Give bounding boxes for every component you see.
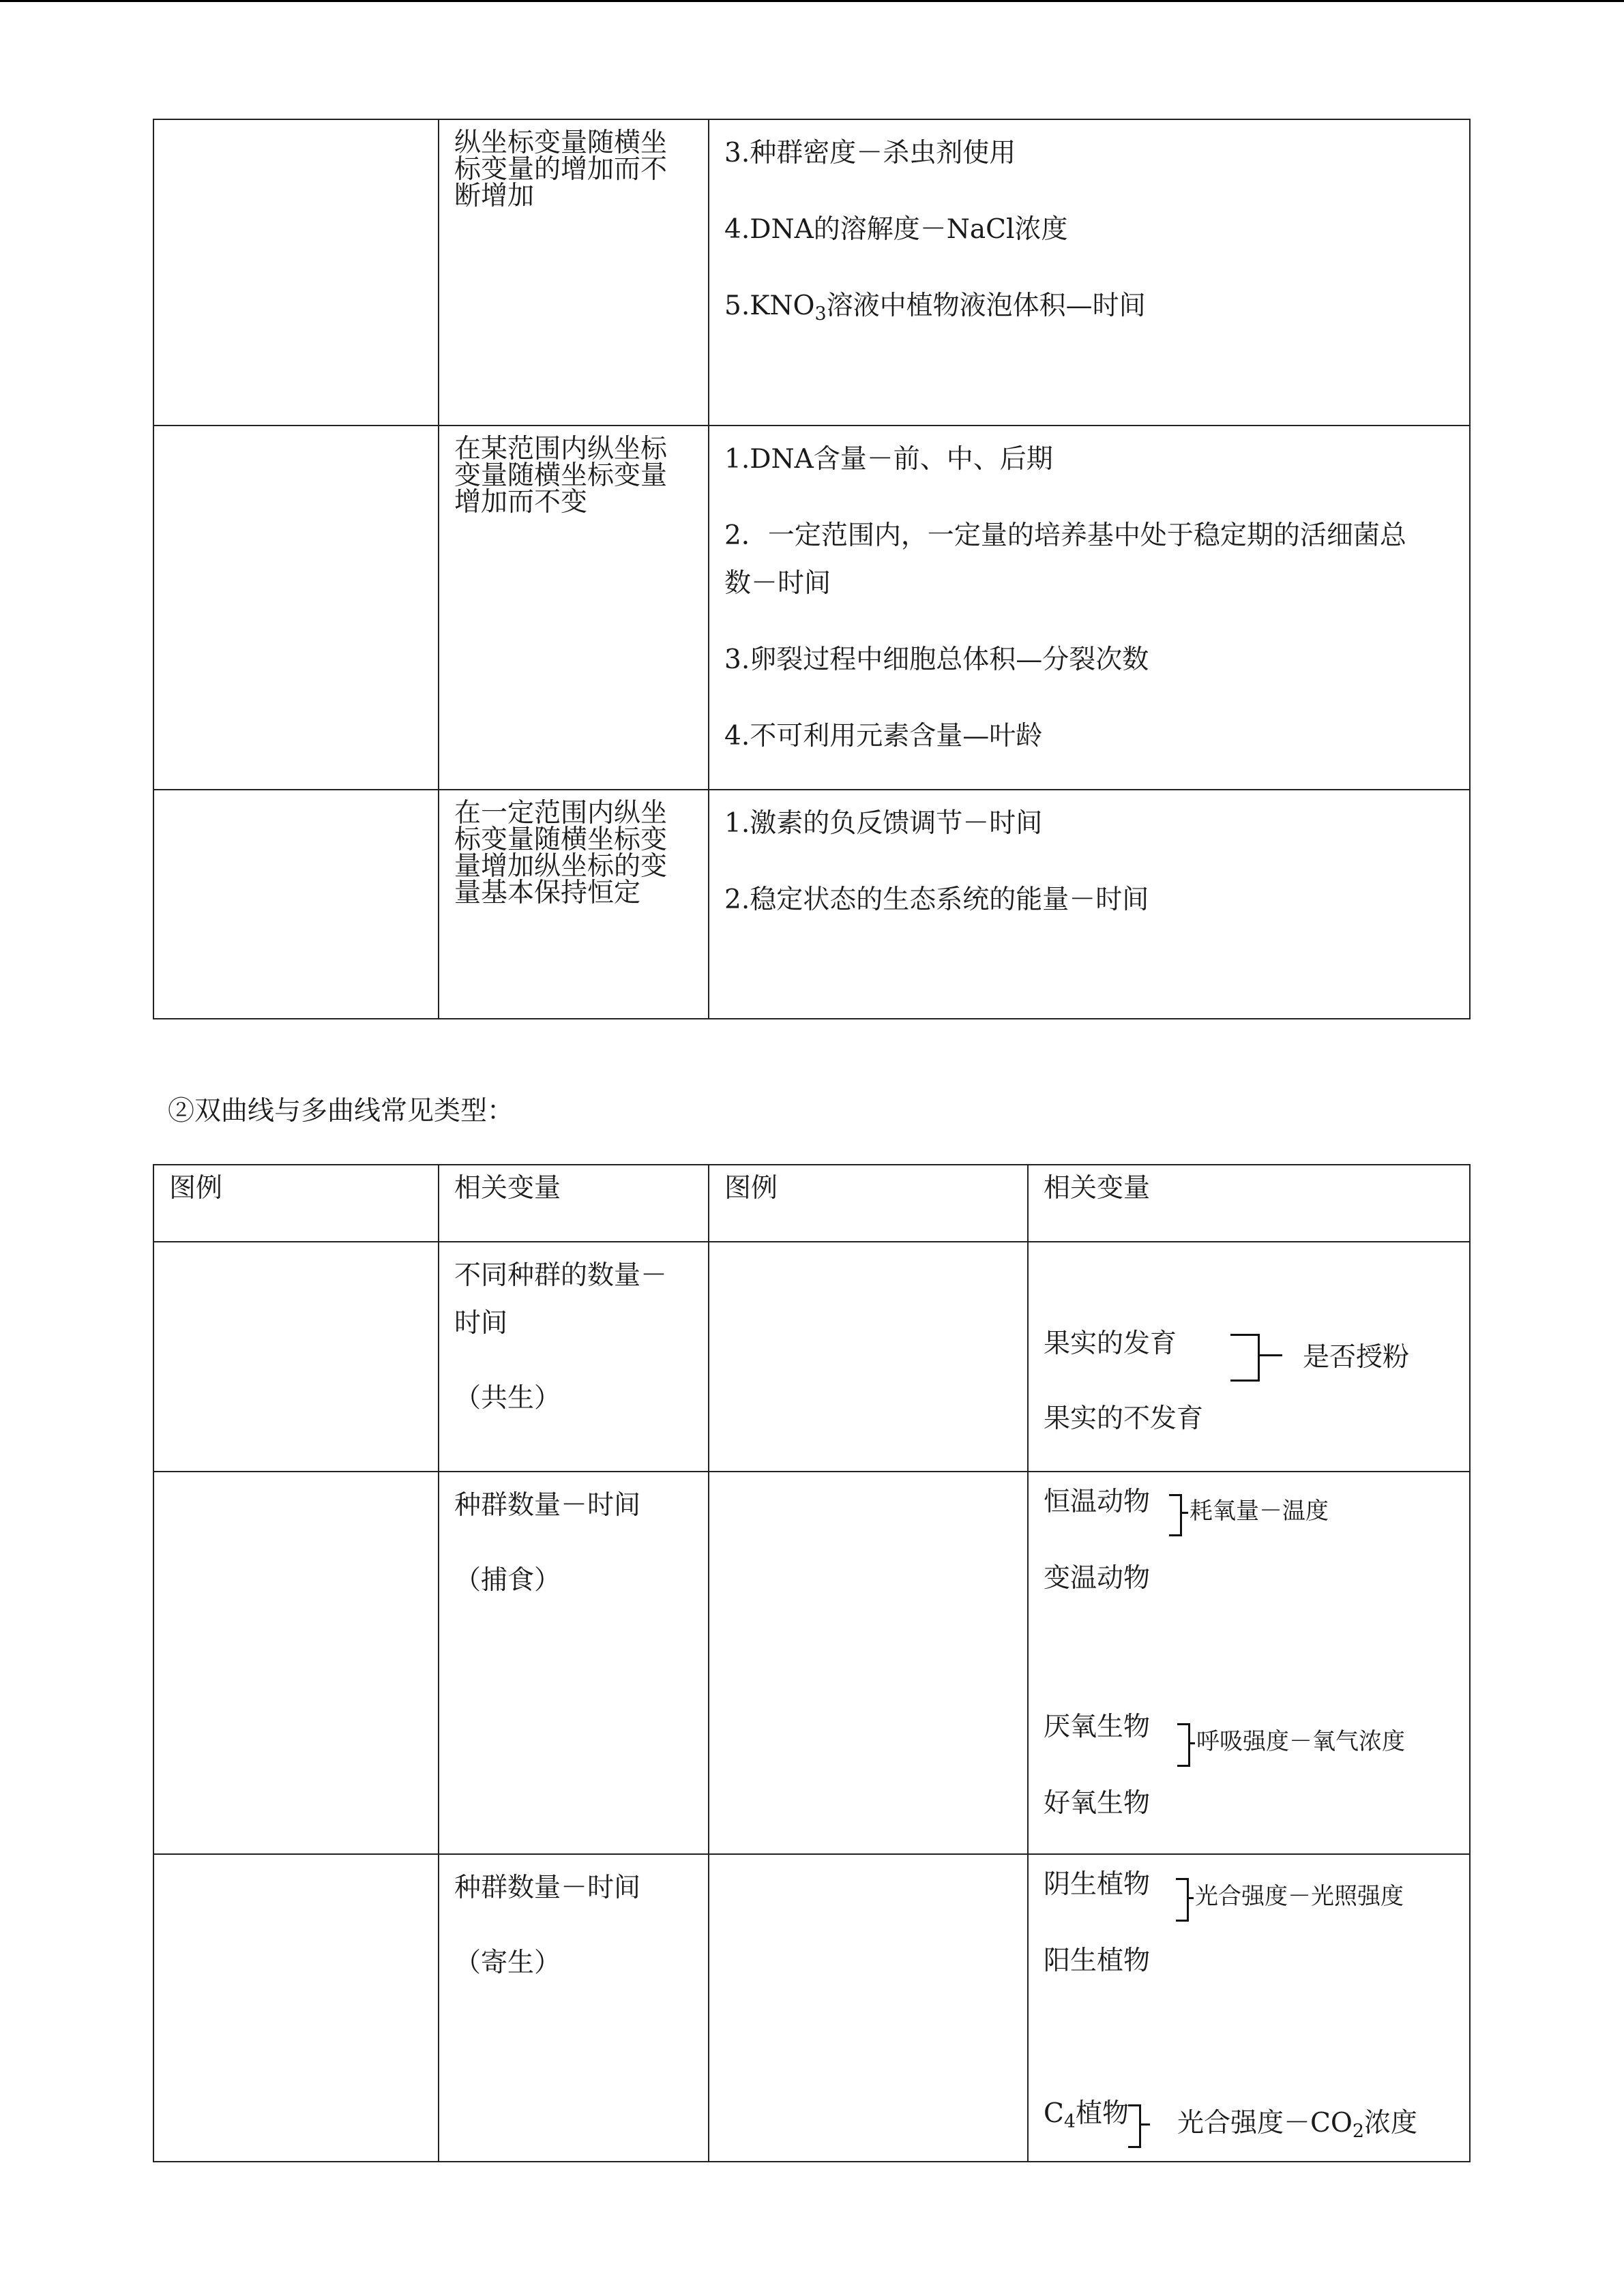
column-header: 图例 <box>709 1165 1028 1242</box>
example-item: 1.激素的负反馈调节－时间 <box>724 808 1043 839</box>
examples-cell <box>709 426 1470 790</box>
figure-cell <box>153 1472 439 1854</box>
example-item: 1.DNA含量－前、中、后期 <box>724 444 1053 475</box>
pair-item: 果实的发育 <box>1044 1328 1177 1359</box>
pair-note: 是否授粉 <box>1303 1342 1410 1373</box>
examples-cell <box>709 119 1470 426</box>
variable-cell: 种群数量－时间 （寄生） <box>439 1854 709 2162</box>
table-row <box>153 426 1470 790</box>
figure-cell <box>153 119 439 426</box>
bracket-tick <box>1187 1897 1194 1899</box>
example-item: $5.KNO_3$溶液中植物液泡体积—时间 <box>724 290 1146 325</box>
column-header: 相关变量 <box>1028 1165 1470 1242</box>
multi-curve-table <box>153 1164 1471 2162</box>
figure-cell <box>153 1242 439 1472</box>
table-row <box>153 1242 1470 1472</box>
variable-cell: 不同种群的数量－ 时间 （共生） <box>439 1242 709 1472</box>
description-cell: 在一定范围内纵坐 标变量随横坐标变 量增加纵坐标的变 量基本保持恒定 <box>439 790 709 1019</box>
variable-cell: 种群数量－时间 （捕食） <box>439 1472 709 1854</box>
pair-note: 光合强度－光照强度 <box>1195 1883 1404 1910</box>
pair-item: 阳生植物 <box>1044 1945 1151 1976</box>
section-title: ②双曲线与多曲线常见类型： <box>168 1096 514 1127</box>
single-curve-table <box>153 119 1471 1019</box>
table-header-row <box>153 1165 1470 1242</box>
bracket <box>1176 1878 1189 1922</box>
figure-cell <box>153 426 439 790</box>
example-item: 4.不可利用元素含量—叶龄 <box>724 721 1043 751</box>
column-header: 图例 <box>153 1165 439 1242</box>
bracket-tick <box>1258 1354 1282 1356</box>
example-item: 2．一定范围内，一定量的培养基中处于稳定期的活细菌总 <box>724 520 1406 551</box>
column-header: 相关变量 <box>439 1165 709 1242</box>
example-item: 4.DNA的溶解度－NaCl浓度 <box>724 214 1068 245</box>
figure-cell <box>709 1854 1028 2162</box>
table-row <box>153 790 1470 1019</box>
pair-item: 好氧生物 <box>1044 1788 1151 1819</box>
pair-note: 光合强度$-CO_2$浓度 <box>1177 2108 1418 2142</box>
bracket <box>1177 1723 1190 1767</box>
example-item: 2.稳定状态的生态系统的能量－时间 <box>724 884 1149 915</box>
variable-cell <box>1028 1854 1470 2162</box>
figure-cell <box>153 790 439 1019</box>
pair-item: 阴生植物 <box>1044 1869 1151 1900</box>
table-row <box>153 1472 1470 1854</box>
bracket-tick <box>1188 1742 1195 1744</box>
example-item: 3.卵裂过程中细胞总体积—分裂次数 <box>724 644 1149 675</box>
table-row <box>153 1854 1470 2162</box>
example-item: 数－时间 <box>724 568 831 599</box>
table-row <box>153 119 1470 426</box>
pair-item: 变温动物 <box>1044 1563 1151 1594</box>
bracket-tick <box>1180 1512 1188 1514</box>
figure-cell <box>153 1854 439 2162</box>
pair-note: 耗氧量－温度 <box>1190 1497 1329 1525</box>
description-cell: 纵坐标变量随横坐 标变量的增加而不 断增加 <box>439 119 709 426</box>
page-top-border <box>0 0 1624 2</box>
variable-cell <box>1028 1242 1470 1472</box>
bracket <box>1230 1334 1260 1382</box>
bracket <box>1169 1494 1182 1536</box>
bracket-tick <box>1139 2123 1150 2126</box>
bracket <box>1128 2104 1141 2148</box>
pair-item: $C_4$植物 <box>1044 2098 1130 2132</box>
figure-cell <box>709 1472 1028 1854</box>
pair-item: 果实的不发育 <box>1044 1403 1204 1434</box>
example-item: 3.种群密度－杀虫剂使用 <box>724 138 1016 168</box>
figure-cell <box>709 1242 1028 1472</box>
pair-note: 呼吸强度－氧气浓度 <box>1196 1728 1405 1755</box>
examples-cell <box>709 790 1470 1019</box>
variable-cell <box>1028 1472 1470 1854</box>
pair-item: 恒温动物 <box>1044 1487 1151 1517</box>
pair-item: 厌氧生物 <box>1044 1712 1151 1742</box>
description-cell: 在某范围内纵坐标 变量随横坐标变量 增加而不变 <box>439 426 709 790</box>
